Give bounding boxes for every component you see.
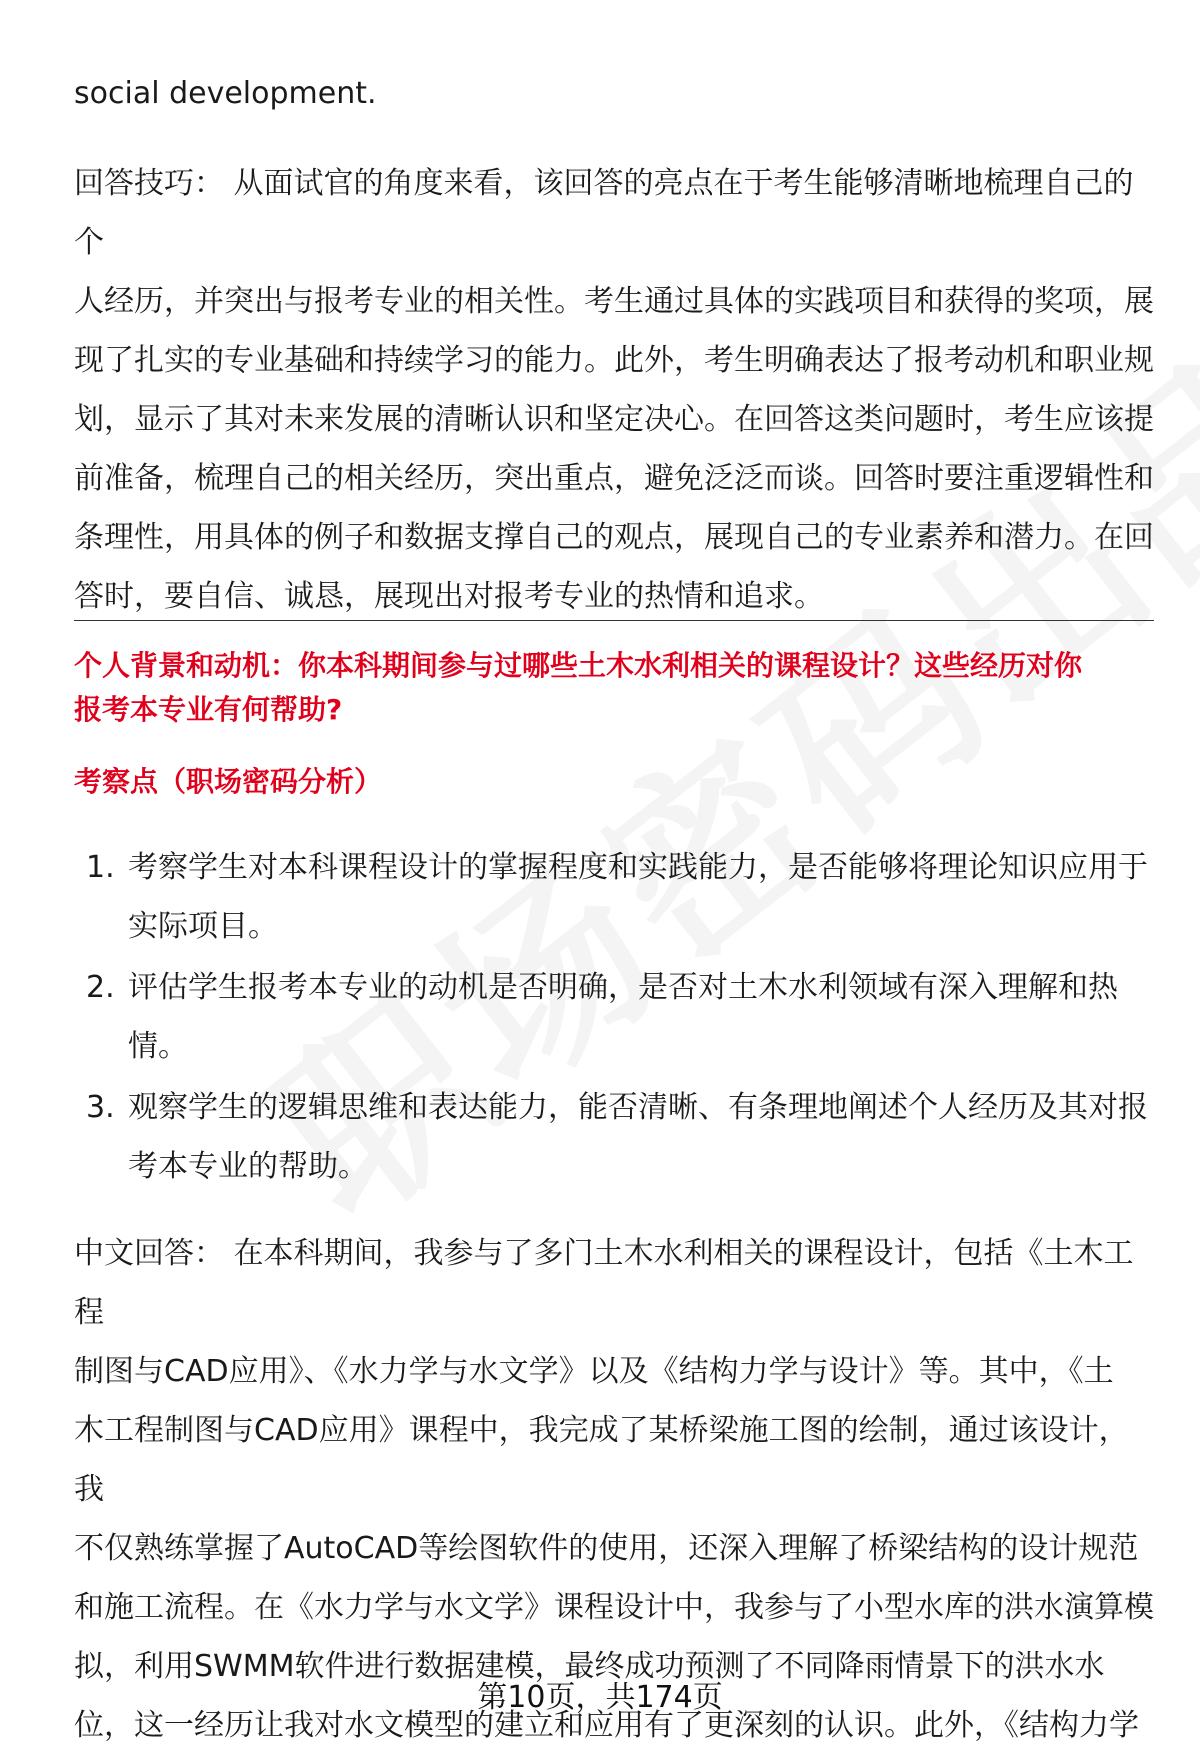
list-item-line: 考本专业的帮助。 [128,1149,368,1184]
answer-line: 不仅熟练掌握了AutoCAD等绘图软件的使用，还深入理解了桥梁结构的设计规范 [74,1531,1139,1566]
list-item [74,1078,1154,1196]
answer-line: 制图与CAD应用》、《水力学与水文学》以及《结构力学与设计》等。其中，《土 [74,1354,1114,1389]
section-divider [74,620,1154,621]
answer-line: 和施工流程。在《水力学与水文学》课程设计中，我参与了小型水库的洪水演算模 [74,1590,1154,1625]
answer-line: 木工程制图与CAD应用》课程中，我完成了某桥梁施工图的绘制，通过该设计，我 [74,1413,1129,1507]
answer-line: 中文回答： 在本科期间，我参与了多门土木水利相关的课程设计，包括《土木工程 [74,1236,1134,1330]
list-number: 3. [86,1090,115,1125]
chinese-answer-paragraph [74,1224,1154,1755]
tip-line: 回答技巧： 从面试官的角度来看，该回答的亮点在于考生能够清晰地梳理自己的个 [74,166,1134,260]
list-item-line: 实际项目。 [128,909,278,944]
list-number: 1. [86,850,115,885]
tip-line: 人经历，并突出与报考专业的相关性。考生通过具体的实践项目和获得的奖项，展 [74,284,1154,319]
question-heading [74,644,1154,732]
list-item [74,958,1154,1076]
tip-line: 划，显示了其对未来发展的清晰认识和坚定决心。在回答这类问题时，考生应该提 [74,402,1154,437]
list-item [74,838,1154,956]
assessment-points-list [74,838,1154,1198]
page-footer: 第10页，共174页 [477,1680,723,1715]
answer-tips-paragraph [74,154,1154,626]
list-item-line: 情。 [128,1029,188,1064]
list-item-line: 观察学生的逻辑思维和表达能力，能否清晰、有条理地阐述个人经历及其对报 [128,1090,1148,1125]
tip-line: 现了扎实的专业基础和持续学习的能力。此外，考生明确表达了报考动机和职业规 [74,343,1154,378]
list-item-line: 评估学生报考本专业的动机是否明确，是否对土木水利领域有深入理解和热 [128,970,1118,1005]
question-line: 报考本专业有何帮助? [74,693,343,726]
list-number: 2. [86,970,115,1005]
question-line: 个人背景和动机：你本科期间参与过哪些土木水利相关的课程设计？这些经历对你 [74,649,1083,682]
list-item-line: 考察学生对本科课程设计的掌握程度和实践能力，是否能够将理论知识应用于 [128,850,1148,885]
tip-line: 前准备，梳理自己的相关经历，突出重点，避免泛泛而谈。回答时要注重逻辑性和 [74,461,1154,496]
lead-text: social development. [74,76,377,111]
tip-line: 条理性，用具体的例子和数据支撑自己的观点，展现自己的专业素养和潜力。在回 [74,520,1154,555]
section-title: 考察点（职场密码分析） [74,765,383,798]
answer-line: 拟，利用SWMM软件进行数据建模，最终成功预测了不同降雨情景下的洪水水 [74,1649,1105,1684]
tip-line: 答时，要自信、诚恳，展现出对报考专业的热情和追求。 [74,579,824,614]
answer-line: 位，这一经历让我对水文模型的建立和应用有了更深刻的认识。此外，《结构力学 [74,1708,1139,1743]
